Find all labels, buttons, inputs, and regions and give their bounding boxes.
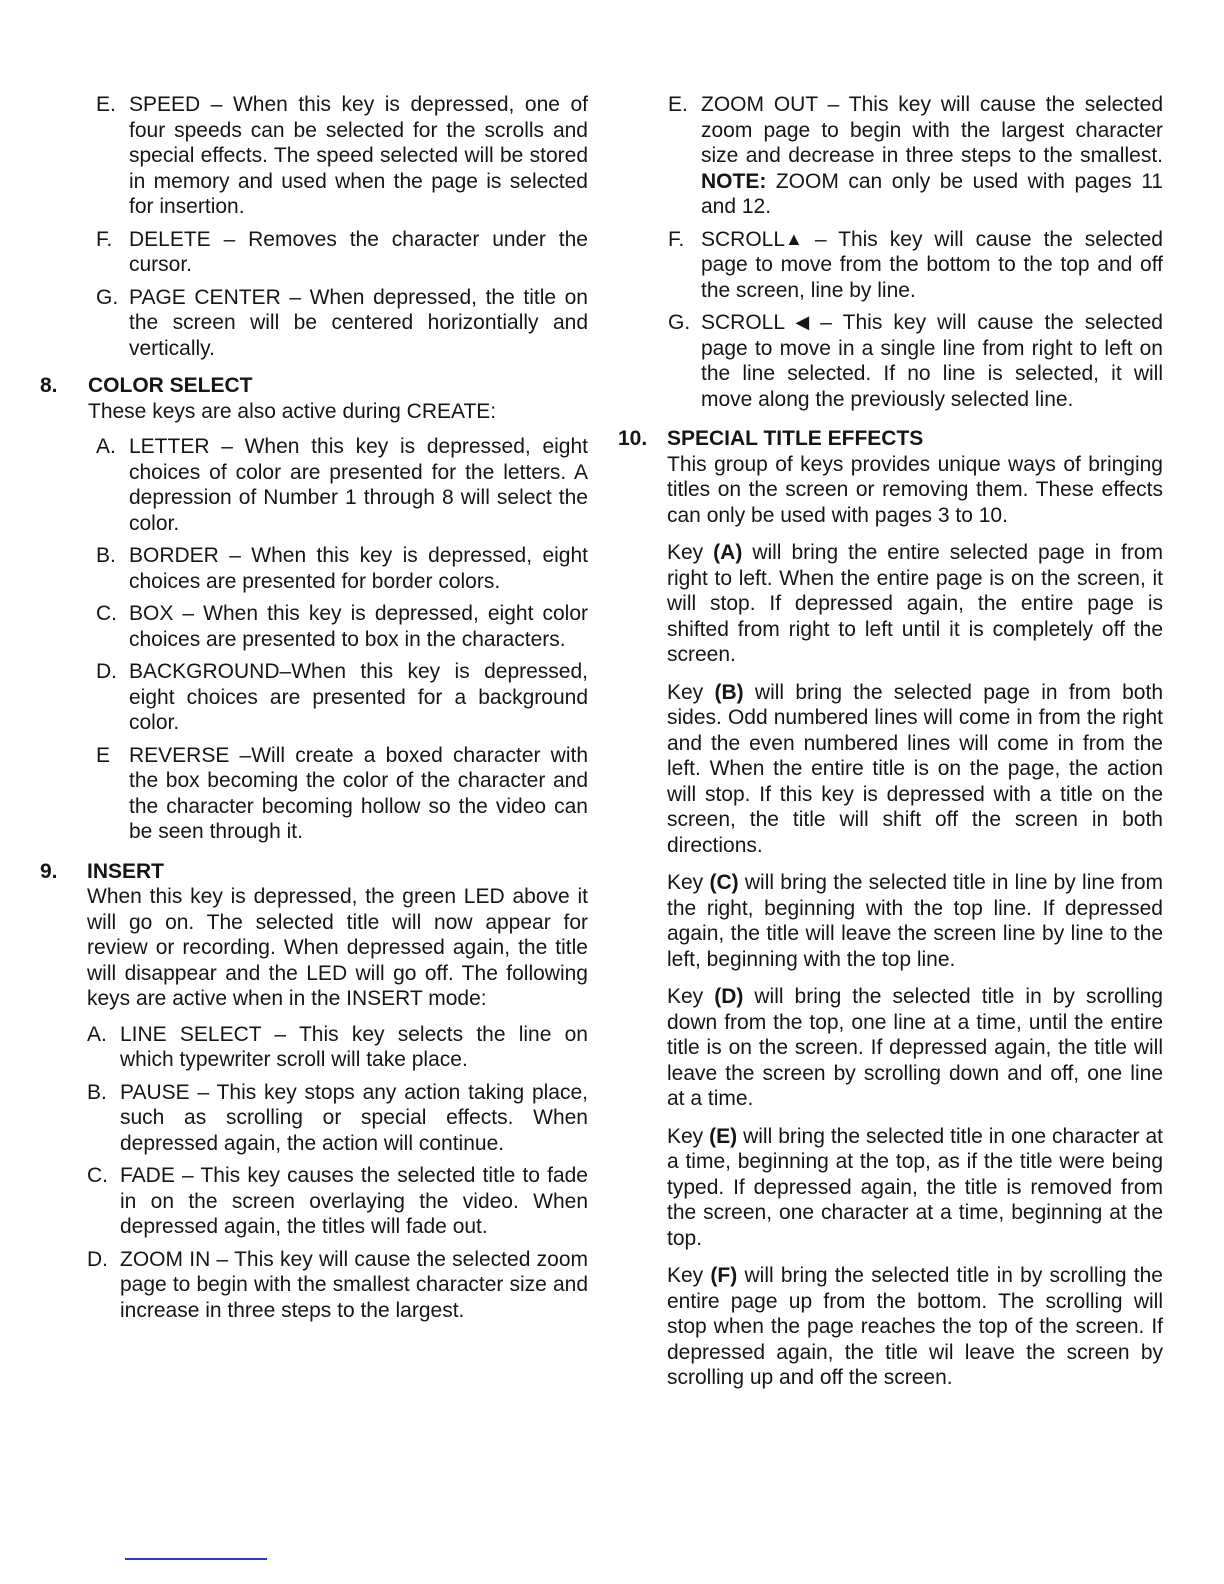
item-marker: D. xyxy=(87,1247,108,1271)
item-marker: C. xyxy=(96,602,117,625)
list-item-delete xyxy=(96,227,588,278)
section-number: 10. xyxy=(618,427,648,450)
item-marker: E xyxy=(96,743,111,767)
key-f-paragraph xyxy=(667,1263,1163,1391)
item-marker: C. xyxy=(87,1164,108,1187)
item-text: BACKGROUND–When this key is depressed, eight choices are presented for a background color. xyxy=(129,660,588,734)
item-marker: E. xyxy=(668,93,688,116)
item-text: PAUSE – This key stops any action taking place, such as scrolling or special effects. When depressed again, the action will continue. xyxy=(120,1080,588,1155)
item-text: ZOOM OUT – This key will cause the selected zoom page to begin with the largest character size and decrease in three steps to the smallest. xyxy=(701,93,1163,167)
list-item-scroll-left xyxy=(668,310,1163,412)
key-text: will bring the selected title in one character at a time, beginning at the top, as if the title were being typed. If depressed again, the title is removed from the screen, one character at a time, beginning at the top. xyxy=(667,1124,1164,1250)
note-text: ZOOM can only be used with pages 11 and 12. xyxy=(701,169,1163,218)
section-intro: When this key is depressed, the green LED above it will go on. The selected title will now appear for review or recording. When depressed again, the title will disappear and the LED will go off. The following keys are active when in the INSERT mode: xyxy=(87,885,588,1010)
item-marker: B. xyxy=(96,544,116,567)
list-item-border xyxy=(96,543,588,594)
list-item-line-select xyxy=(87,1022,588,1073)
section-title: SPECIAL TITLE EFFECTS xyxy=(667,427,924,450)
items-top xyxy=(96,92,588,361)
list-item-page-center xyxy=(96,285,588,362)
item-marker: A. xyxy=(96,435,116,458)
section-intro: These keys are also active during CREATE: xyxy=(88,399,497,423)
right-column xyxy=(618,92,1163,1391)
key-prefix: Key xyxy=(667,1124,704,1148)
item-label: SCROLL xyxy=(701,311,785,334)
section-special-title-effects xyxy=(618,426,1163,1391)
list-item-scroll-up xyxy=(668,227,1163,304)
section-intro: This group of keys provides unique ways of bringing titles on the screen or removing them. These effects can only be used with pages 3 to 10. xyxy=(667,452,1163,527)
key-label: (F) xyxy=(710,1264,738,1287)
item-marker: D. xyxy=(96,660,117,683)
key-label: (B) xyxy=(714,680,744,704)
list-item-letter xyxy=(96,434,588,536)
left-column xyxy=(40,92,588,1330)
items-color-select xyxy=(96,434,588,845)
item-label: SCROLL xyxy=(701,227,786,251)
list-item-speed xyxy=(96,92,588,220)
item-text: LETTER – When this key is depressed, eight choices of color are presented for the letters. A depression of Number 1 through 8 will select the color. xyxy=(129,435,588,535)
list-item-reverse xyxy=(96,743,588,845)
key-text: will bring the selected page in from both sides. Odd numbered lines will come in from the right and the even numbered lines will come in from the left. When the entire title is on the page, the action will stop. If this key is depressed with a title on the screen, the title will shift off the screen in both directions. xyxy=(667,680,1163,857)
list-item-fade xyxy=(87,1163,588,1240)
up-arrow-icon: ▲ xyxy=(785,228,803,249)
left-arrow-icon: ◀ xyxy=(795,312,810,332)
item-text: FADE – This key causes the selected title to fade in on the screen overlaying the video. When depressed again, the titles will fade out. xyxy=(120,1164,588,1238)
item-marker: G. xyxy=(96,285,119,309)
item-marker: F. xyxy=(668,227,685,251)
list-item-zoom-in xyxy=(87,1247,588,1324)
list-item-background xyxy=(96,659,588,736)
item-marker: F. xyxy=(96,227,113,251)
item-text: – This key will cause the selected page to move in a single line from right to left on the line selected. If no line is selected, it will move along the previously selected line. xyxy=(701,311,1163,411)
key-prefix: Key xyxy=(667,1264,704,1287)
key-label: (D) xyxy=(714,985,744,1008)
item-marker: E. xyxy=(96,93,116,116)
key-c-paragraph xyxy=(667,870,1163,972)
note-label: NOTE: xyxy=(701,169,767,193)
key-prefix: Key xyxy=(667,985,704,1008)
key-prefix: Key xyxy=(667,871,704,894)
key-text: will bring the entire selected page in from right to left. When the entire page is on the screen, it will stop. If depressed again, the entire page is shifted from right to left until it is completely off the screen. xyxy=(667,541,1163,666)
key-label: (E) xyxy=(709,1124,738,1148)
list-item-box xyxy=(96,601,588,652)
key-label: (C) xyxy=(709,871,739,894)
item-text: BOX – When this key is depressed, eight color choices are presented to box in the characters. xyxy=(129,602,588,651)
item-text: REVERSE –Will create a boxed character with the box becoming the color of the character and the character becoming hollow so the video can be seen through it. xyxy=(129,743,588,843)
key-prefix: Key xyxy=(667,680,704,704)
footer-rule xyxy=(125,1558,267,1560)
item-text: DELETE – Removes the character under the cursor. xyxy=(129,227,588,276)
item-text: SPEED – When this key is depressed, one of four speeds can be selected for the scrolls and special effects. The speed selected will be stored in memory and used when the page is selected for insertion. xyxy=(129,93,588,218)
items-insert xyxy=(87,1022,588,1324)
key-text: will bring the selected title in by scrolling down from the top, one line at a time, until the entire title is on the screen. If depressed again, the title will leave the screen by scrolling down and off, one line at a time. xyxy=(667,985,1163,1110)
section-insert xyxy=(40,859,588,1012)
key-text: will bring the selected title in line by line from the right, beginning with the top line. If depressed again, the title will leave the screen line by line to the left, beginning with the top line. xyxy=(667,871,1163,971)
list-item-zoom-out xyxy=(668,92,1163,220)
key-e-paragraph xyxy=(667,1124,1163,1252)
key-prefix: Key xyxy=(667,541,704,564)
item-text: PAGE CENTER – When depressed, the title on the screen will be centered horizontially and vertically. xyxy=(129,285,588,360)
item-text: LINE SELECT – This key selects the line on which typewriter scroll will take place. xyxy=(120,1022,588,1071)
items-zoom-scroll xyxy=(668,92,1163,412)
section-title: INSERT xyxy=(87,859,165,883)
item-text: – This key will cause the selected page to move from the bottom to the top and off the screen, line by line. xyxy=(701,227,1163,302)
section-number: 8. xyxy=(40,374,58,397)
item-text: BORDER – When this key is depressed, eight choices are presented for border colors. xyxy=(129,544,588,593)
key-b-paragraph xyxy=(667,680,1163,859)
key-a-paragraph xyxy=(667,540,1163,668)
item-text: ZOOM IN – This key will cause the selected zoom page to begin with the smallest character size and increase in three steps to the largest. xyxy=(120,1247,588,1322)
section-color-select xyxy=(40,373,588,424)
list-item-pause xyxy=(87,1080,588,1157)
item-marker: B. xyxy=(87,1080,107,1104)
key-label: (A) xyxy=(713,541,743,564)
item-marker: A. xyxy=(87,1022,107,1046)
key-text: will bring the selected title in by scrolling the entire page up from the bottom. The scrolling will stop when the page reaches the top of the screen. If depressed again, the title wil leave the screen by scrolling up and off the screen. xyxy=(667,1264,1163,1389)
item-marker: G. xyxy=(668,311,691,334)
key-d-paragraph xyxy=(667,984,1163,1112)
section-number: 9. xyxy=(40,859,58,883)
section-title: COLOR SELECT xyxy=(88,374,253,397)
